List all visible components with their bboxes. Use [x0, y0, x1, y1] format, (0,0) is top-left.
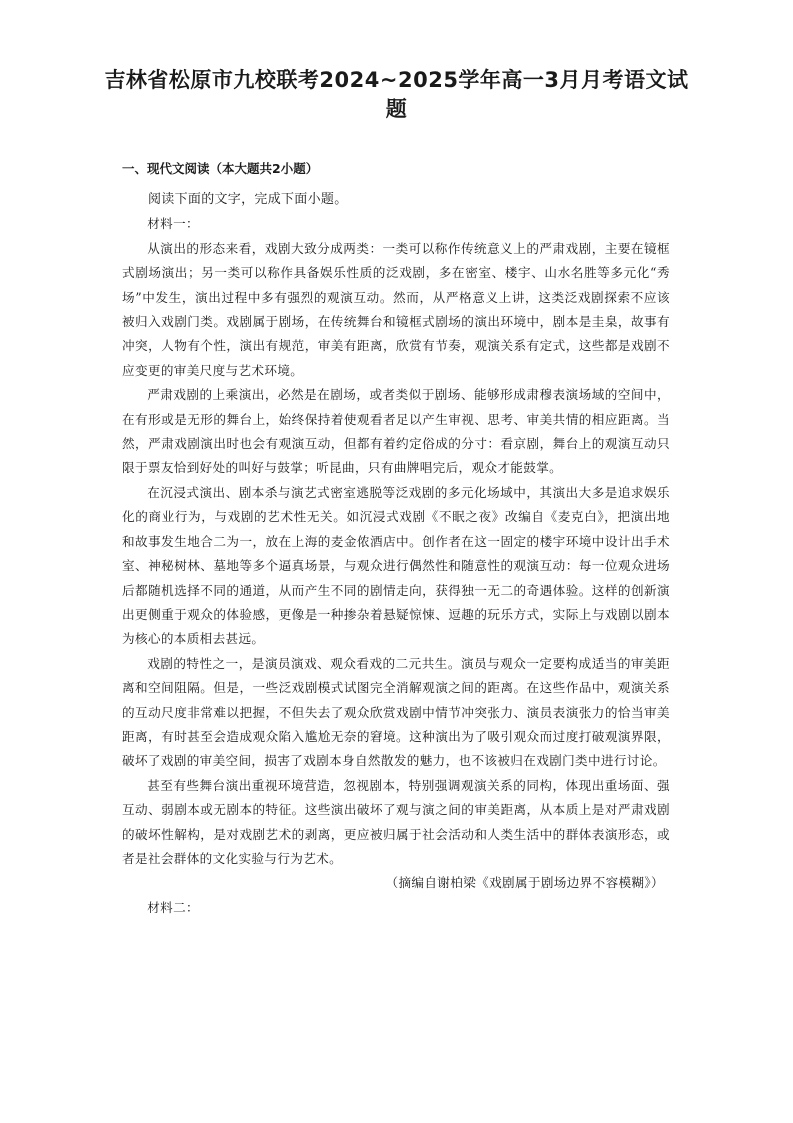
paragraph-2: 严肃戏剧的上乘演出，必然是在剧场，或者类似于剧场、能够形成肃穆表演场域的空间中，在有形或是无形的舞台上，始终保持着使观看者足以产生审视、思考、审美共情的相应距离。当然，严肃戏剧演出时也会有观演互动，但都有着约定俗成的分寸：看京剧，舞台上的观演互动只限于票友恰到好处的叫好与鼓掌；听昆曲，只有曲牌唱完后，观众才能鼓掌。: [122, 387, 670, 476]
document-title: 吉林省松原市九校联考2024~2025学年高一3月月考语文试题: [104, 68, 689, 121]
instruction-text: 阅读下面的文字，完成下面小题。: [148, 192, 348, 207]
section-heading: 一、现代文阅读（本大题共2小题）: [122, 161, 319, 176]
material-one-label: 材料一：: [147, 216, 199, 232]
paragraph-5: 甚至有些舞台演出重视环境营造，忽视剧本，特别强调观演关系的同构，体现出重场面、强互动、弱剧本或无剧本的特征。这些演出破坏了观与演之间的审美距离，从本质上是对严肃戏剧的破坏性解构，是对戏剧艺术的剥离，更应被归属于社会活动和人类生活中的群体表演形态，或者是社会群体的文化实验与行为艺术。: [122, 777, 670, 866]
paragraph-1: 从演出的形态来看，戏剧大致分成两类：一类可以称作传统意义上的严肃戏剧，主要在镜框式剧场演出；另一类可以称作具备娱乐性质的泛戏剧，多在密室、楼宇、山水名胜等多元化“秀场”中发生，演出过程中多有强烈的观演互动。然而，从严格意义上讲，这类泛戏剧探索不应该被归入戏剧门类。戏剧属于剧场，在传统舞台和镜框式剧场的演出环境中，剧本是圭臬，故事有冲突，人物有个性，演出有规范，审美有距离，欣赏有节奏，观演关系有定式，这些都是戏剧不应变更的审美尺度与艺术环境。: [122, 240, 670, 378]
source-citation: （摘编自谢柏梁《戏剧属于剧场边界不容模糊》）: [385, 875, 664, 891]
paragraph-4: 戏剧的特性之一，是演员演戏、观众看戏的二元共生。演员与观众一定要构成适当的审美距离和空间阻隔。但是，一些泛戏剧模式试图完全消解观演之间的距离。在这些作品中，观演关系的互动尺度非常难以把握，不但失去了观众欣赏戏剧中情节冲突张力、演员表演张力的恰当审美距离，有时甚至会造成观众陷入尴尬无奈的窘境。这种演出为了吸引观众而过度打破观演界限，破坏了戏剧的审美空间，损害了戏剧本身自然散发的魅力，也不该被归在戏剧门类中进行讨论。: [122, 655, 670, 769]
material-two-label: 材料二：: [147, 899, 199, 915]
paragraph-3: 在沉浸式演出、剧本杀与演艺式密室逃脱等泛戏剧的多元化场域中，其演出大多是追求娱乐化的商业行为，与戏剧的艺术性无关。如沉浸式戏剧《不眠之夜》改编自《麦克白》，把演出地和故事发生地合二为一，放在上海的麦金侬酒店中。创作者在这一固定的楼宇环境中设计出手术室、神秘树林、墓地等多个逼真场景，与观众进行偶然性和随意性的观演互动：每一位观众进场后都随机选择不同的通道，从而产生不同的剧情走向，获得独一无二的奇遇体验。这样的创新演出更侧重于观众的体验感，更像是一种掺杂着悬疑惊悚、逗趣的玩乐方式，实际上与戏剧以剧本为核心的本质相去甚远。: [122, 484, 670, 647]
reading-passage: [122, 188, 670, 920]
